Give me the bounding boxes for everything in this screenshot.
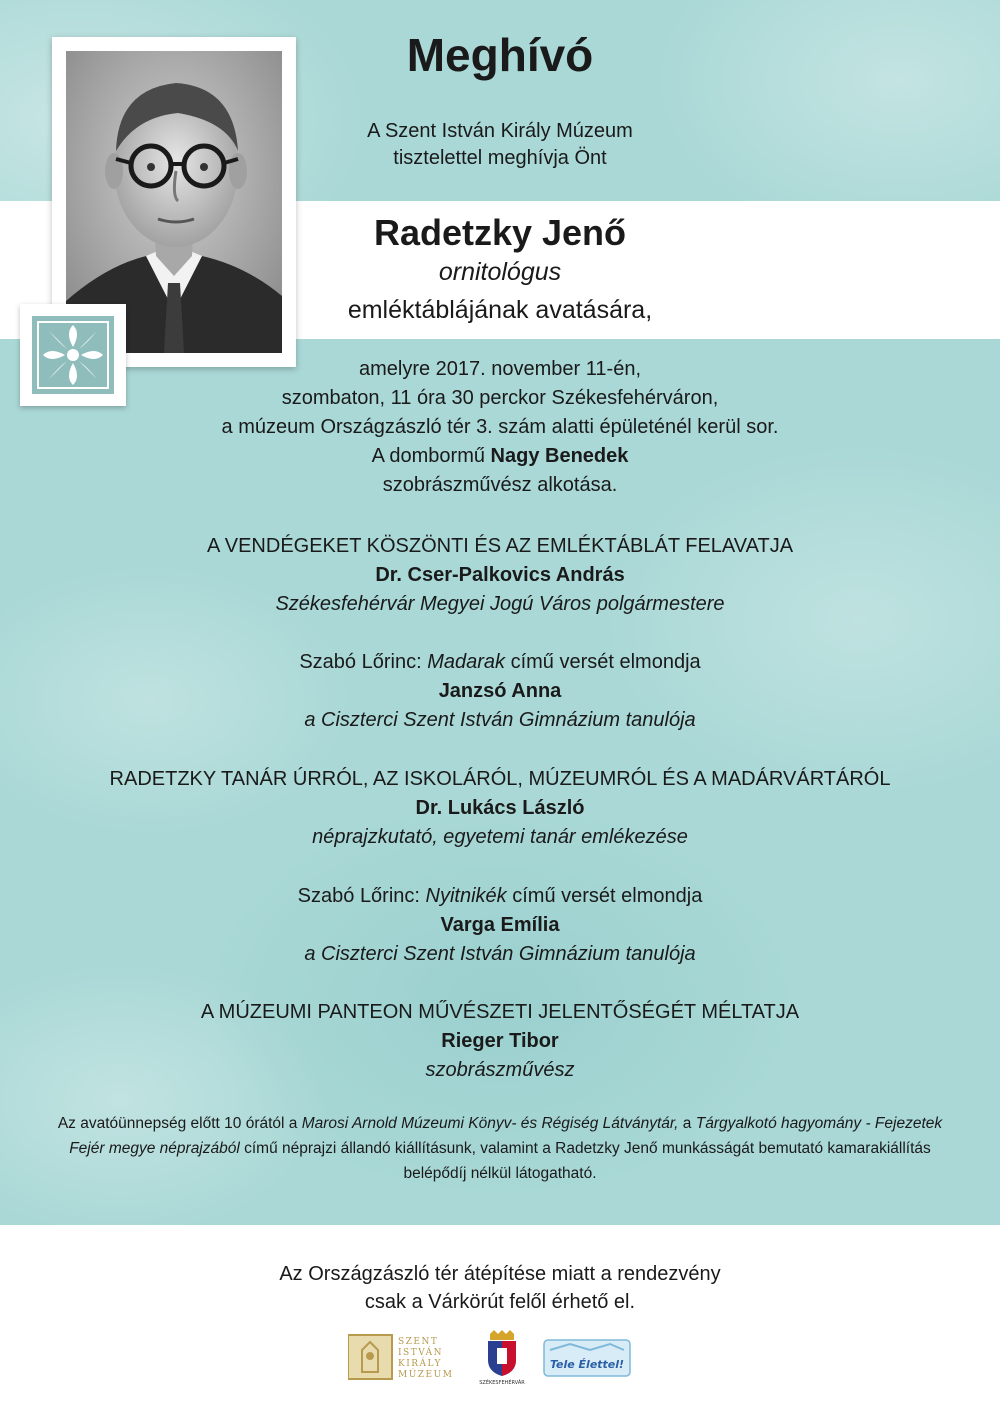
program-heading [0,648,1000,677]
person-name: Dr. Cser-Palkovics András [375,564,625,586]
access-line: csak a Várkörút felől érhető el. [364,1291,636,1313]
sculptor-name: Nagy Benedek [490,445,629,467]
person-name: Varga Emília [440,914,560,936]
program-heading [0,882,1000,911]
program-heading: RADETZKY TANÁR ÚRRÓL, AZ ISKOLÁRÓL, MÚZEUMRÓL ÉS A MADÁRVÁRTÁRÓL [109,768,891,790]
slogan-logo [540,1336,634,1380]
note-text: a [682,1115,692,1132]
person-name: Janzsó Anna [438,680,562,702]
program-person [0,1027,1000,1056]
slogan-text: Tele Élettel! [549,1358,625,1371]
details-line: a múzeum Országzászló tér 3. szám alatti épületénél kerül sor. [221,416,779,438]
person-role: a Ciszterci Szent István Gimnázium tanulója [304,943,696,965]
program-role [0,940,1000,969]
details-line: amelyre 2017. november 11-én, [358,358,641,380]
person-name: Dr. Lukács László [415,797,585,819]
poet-name: Szabó Lőrinc: [297,885,420,907]
details-line: szombaton, 11 óra 30 perckor Székesfehérváron, [281,387,719,409]
program-role [0,1056,1000,1085]
poem-title: Nyitnikék [425,885,507,907]
museum-logo-text: SZENT [398,1337,439,1347]
person-role: néprajzkutató, egyetemi tanár emlékezése [312,826,688,848]
program-item [0,765,1000,852]
program-item [0,998,1000,1085]
intro-line: tisztelettel meghívja Önt [393,147,607,169]
museum-logo-text: ISTVÁN [398,1348,443,1358]
honoree-profession: ornitológus [438,258,562,286]
honoree-name: Radetzky Jenő [373,212,627,253]
person-role: a Ciszterci Szent István Gimnázium tanulója [304,709,696,731]
details-text: A dombormű [371,445,485,467]
program-role [0,823,1000,852]
program-heading: A MÚZEUMI PANTEON MŰVÉSZETI JELENTŐSÉGÉT MÉLTATJA [200,1001,800,1023]
program-person [0,677,1000,706]
program-item [0,648,1000,735]
poem-title: Madarak [427,651,506,673]
program-person [0,794,1000,823]
city-crest-logo [472,1328,532,1386]
poem-action: című versét elmondja [510,651,701,673]
intro-line: A Szent István Király Múzeum [367,120,633,142]
museum-logo-text: KIRÁLY [398,1359,442,1369]
program-item [0,532,1000,619]
exhibition-note [55,1111,945,1186]
program-person [0,561,1000,590]
city-name: SZÉKESFEHÉRVÁR [479,1380,525,1386]
museum-logo [348,1334,458,1382]
person-role: szobrászművész [425,1059,575,1081]
poem-action: című versét elmondja [512,885,703,907]
intro-text [130,118,870,172]
details-line [0,442,1000,471]
access-line: Az Országzászló tér átépítése miatt a rendezvény [279,1263,721,1285]
note-text: című néprajzi állandó kiállításunk, valamint a Radetzky Jenő munkásságát bemutató kamarakiállítás belépődíj nélkül látogatható. [244,1140,931,1182]
program-person [0,911,1000,940]
note-text: Az avatóünnepség előtt 10 órától a [57,1115,298,1132]
program-role [0,590,1000,619]
access-notice [0,1260,1000,1316]
event-details [0,355,1000,500]
poet-name: Szabó Lőrinc: [299,651,422,673]
person-role: Székesfehérvár Megyei Jogú Város polgármestere [275,593,725,615]
page-title: Meghívó [406,29,594,81]
person-name: Rieger Tibor [441,1030,559,1052]
program-role [0,706,1000,735]
sponsor-logos [0,1328,1000,1388]
details-line: szobrászművész alkotása. [382,474,618,496]
exhibition-title: Marosi Arnold Múzeumi Könyv- és Régiség Látványtár, [301,1115,679,1132]
museum-logo-text: MÚZEUM [398,1370,454,1380]
program-item [0,882,1000,969]
program-heading: A VENDÉGEKET KÖSZÖNTI ÉS AZ EMLÉKTÁBLÁT FELAVATJA [206,535,794,557]
occasion-text: emléktáblájának avatására, [347,296,653,324]
exhibition-title: Tárgyalkotó hagyomány - Fejezetek Fejér megye néprajzából [69,1115,943,1157]
